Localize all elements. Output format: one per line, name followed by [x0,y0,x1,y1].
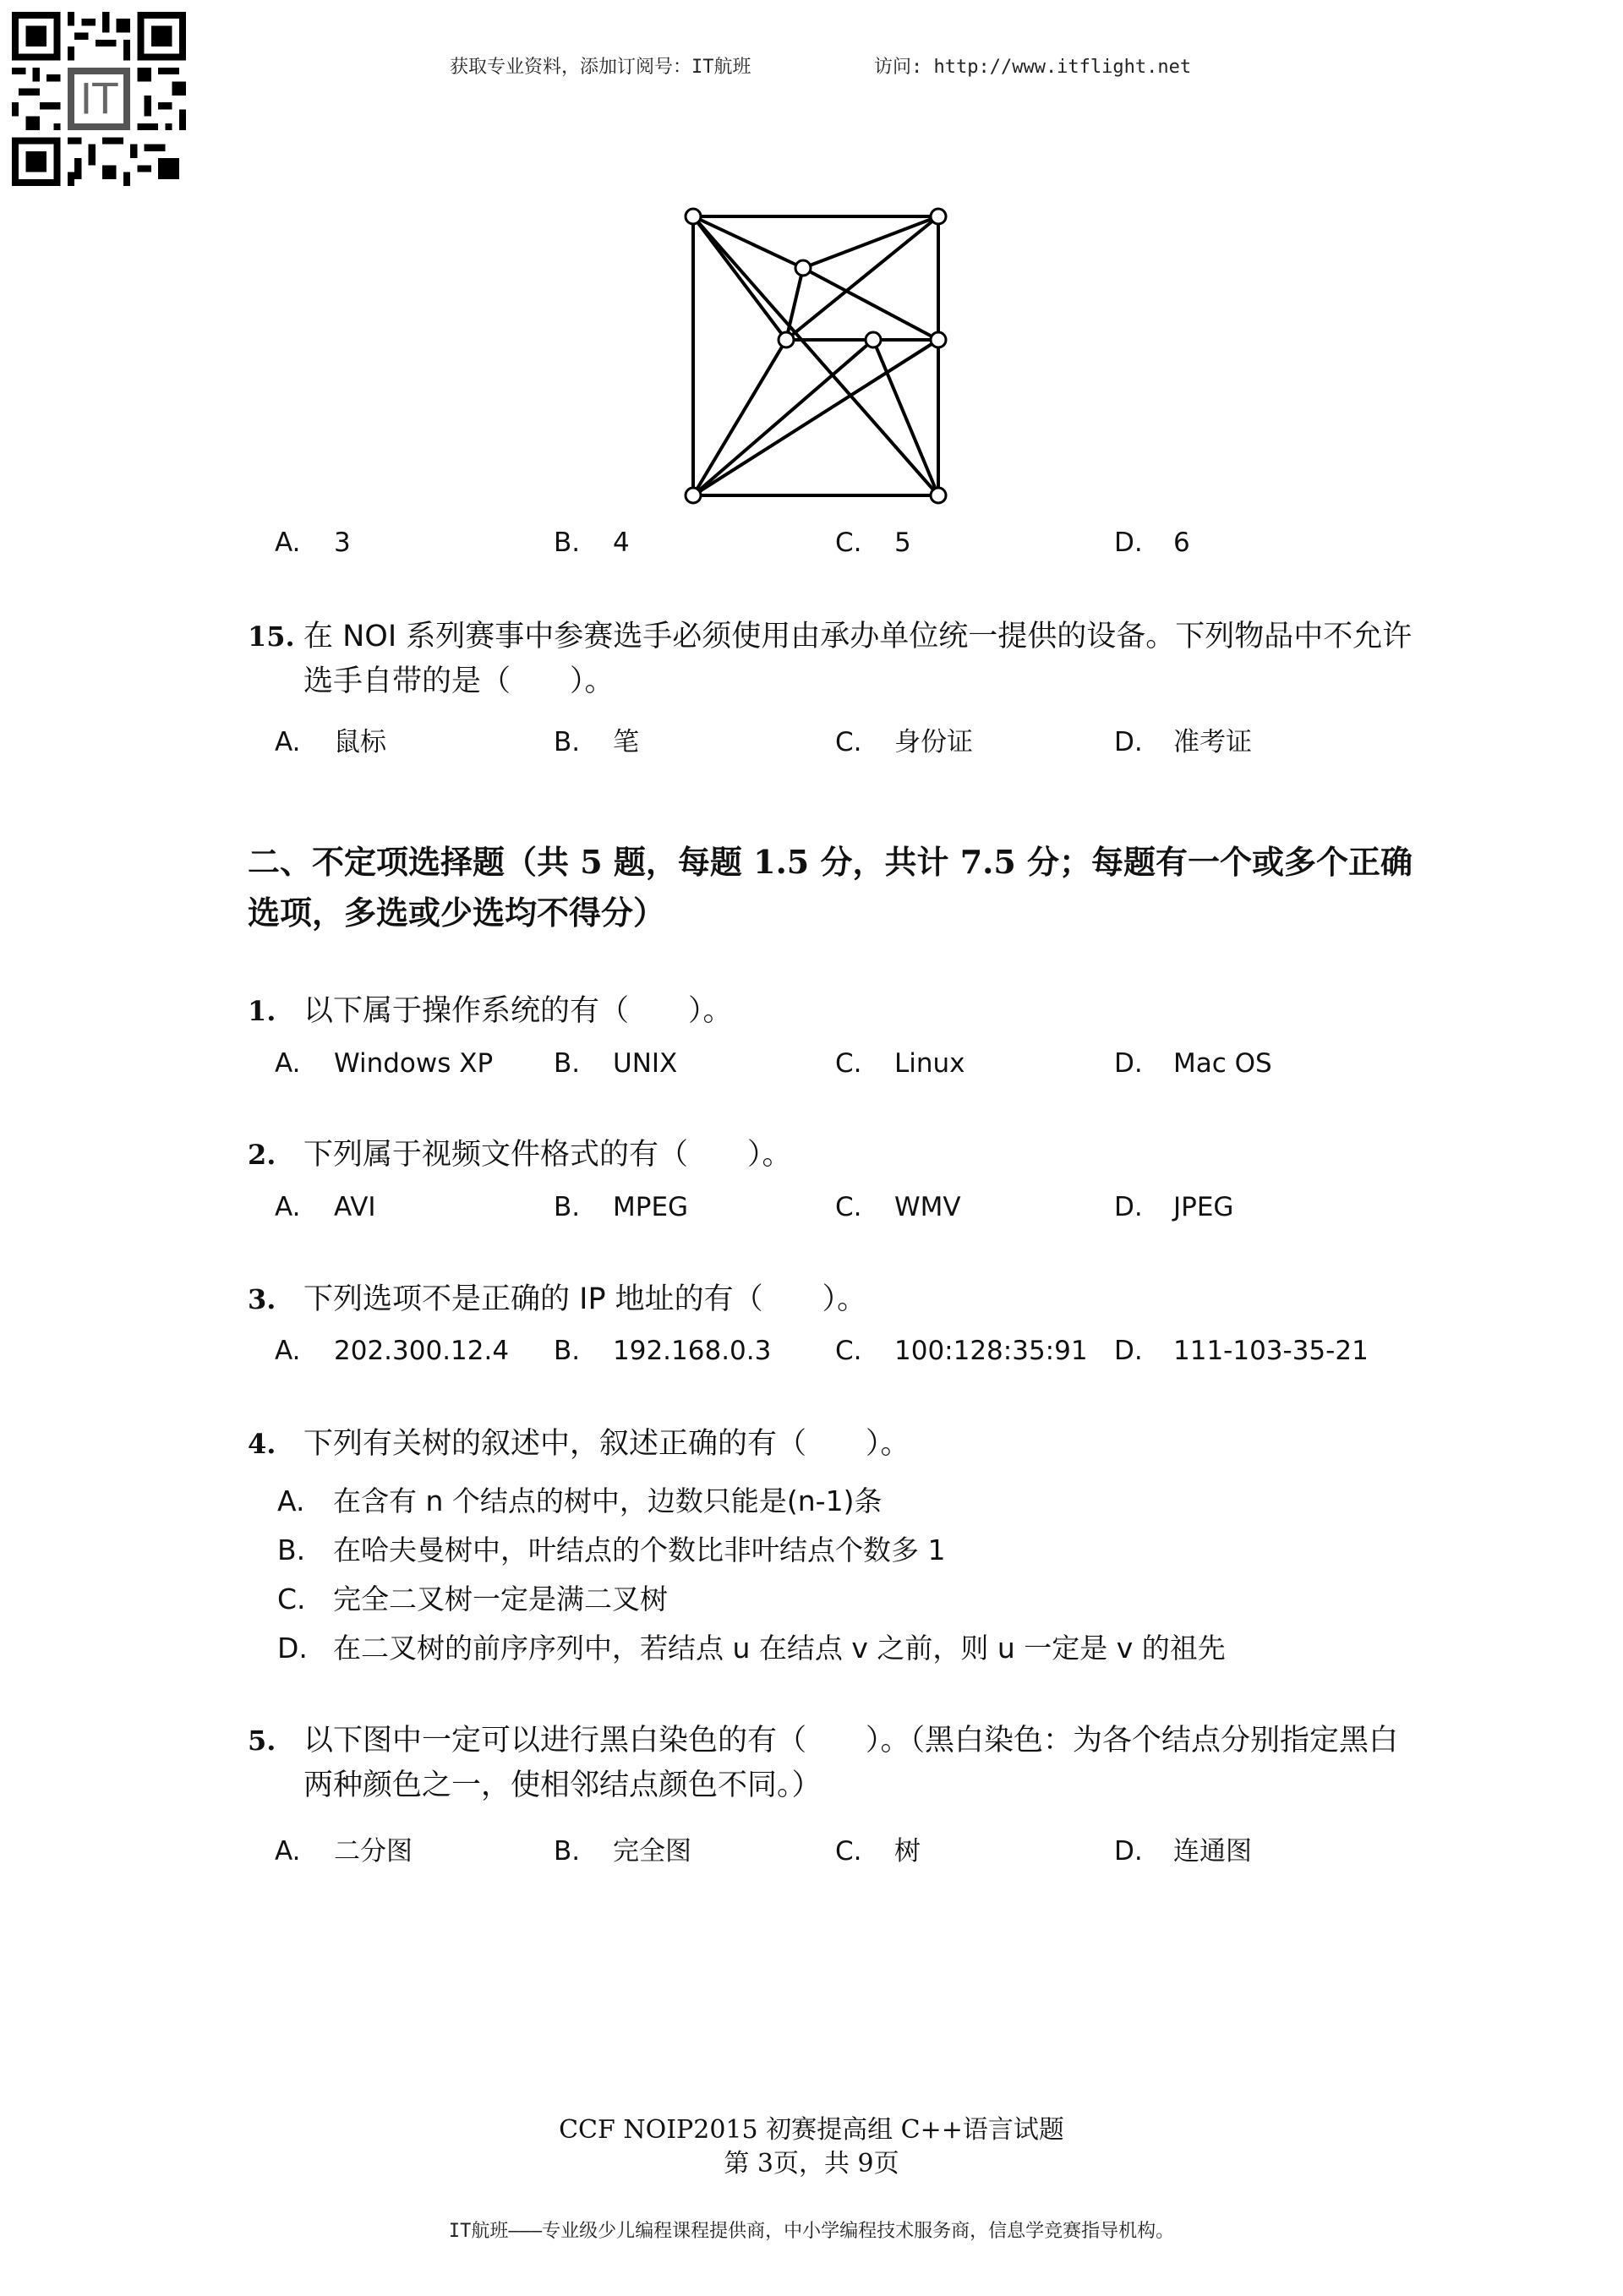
graph-node [795,260,811,276]
option-c: C. WMV [835,1192,961,1222]
question-5: 5. 以下图中一定可以进行黑白染色的有（ ）。（黑白染色：为各个结点分别指定黑白两种颜色之一，使相邻结点颜色不同。） [248,1724,1399,1802]
option-a: A. 鼠标 [275,727,386,757]
header-visit-text: 访问: http://www.itflight.net [874,57,1192,78]
option-b: B. 4 [554,528,630,558]
graph-node [931,209,946,224]
q4-option-d: D. 在二叉树的前序序列中，若结点 u 在结点 v 之前，则 u 一定是 v 的祖先 [277,1632,1226,1665]
option-d: D. Mac OS [1114,1048,1272,1079]
graph-node [931,332,946,347]
q14-options [275,528,1458,570]
option-d: D. 准考证 [1114,727,1252,757]
option-a: A. AVI [275,1192,376,1222]
option-a: A. Windows XP [275,1048,494,1079]
question-1: 1. 以下属于操作系统的有（ ）。 [248,994,733,1028]
option-a: A. 3 [275,528,351,558]
option-c: C. 树 [835,1836,921,1867]
option-d: D. 111-103-35-21 [1114,1336,1369,1366]
option-c: C. 5 [835,528,911,558]
option-d: D. JPEG [1114,1192,1234,1222]
graph-node [686,209,701,224]
q4-option-a: A. 在含有 n 个结点的树中，边数只能是(n-1)条 [277,1484,883,1517]
qr-code [12,12,186,186]
option-a: A. 202.300.12.4 [275,1336,510,1366]
question-2: 2. 下列属于视频文件格式的有（ ）。 [248,1138,792,1172]
question-4: 4. 下列有关树的叙述中，叙述正确的有（ ）。 [248,1427,910,1461]
option-b: B. MPEG [554,1192,689,1222]
graph-node [931,488,946,503]
option-b: B. 完全图 [554,1836,691,1867]
option-b: B. 192.168.0.3 [554,1336,772,1366]
option-a: A. 二分图 [275,1836,413,1867]
q4-option-c: C. 完全二叉树一定是满二叉树 [277,1583,668,1615]
q15-options [275,720,1458,763]
option-c: C. 100:128:35:91 [835,1336,1088,1366]
footer-page-number: 第 3页，共 9页 [724,2149,899,2178]
q3-options [275,1336,1458,1378]
bottom-banner-text: IT航班———专业级少儿编程课程提供商，中小学编程技术服务商，信息学竞赛指导机构。 [448,2221,1175,2242]
graph-figure [676,200,955,512]
graph-node [866,332,881,347]
q5-options [275,1829,1458,1872]
q2-options [275,1192,1458,1234]
option-d: D. 6 [1114,528,1190,558]
q4-option-b: B. 在哈夫曼树中，叶结点的个数比非叶结点个数多 1 [277,1533,946,1566]
footer-title: CCF NOIP2015 初赛提高组 C++语言试题 [559,2115,1064,2145]
qr-logo: IT [79,74,118,124]
option-b: B. UNIX [554,1048,678,1079]
graph-node [686,488,701,503]
graph-node [779,332,794,347]
question-3: 3. 下列选项不是正确的 IP 地址的有（ ）。 [248,1282,867,1316]
option-c: C. Linux [835,1048,965,1079]
option-c: C. 身份证 [835,727,973,757]
option-d: D. 连通图 [1114,1836,1252,1867]
header-subscribe-text: 获取专业资料，添加订阅号：IT航班 [450,57,751,78]
question-15: 15. 在 NOI 系列赛事中参赛选手必须使用由承办单位统一提供的设备。下列物品中不允许选手自带的是（ ）。 [248,620,1413,698]
q1-options [275,1048,1458,1091]
option-b: B. 笔 [554,727,639,757]
section-2-heading: 二、不定项选择题（共 5 题，每题 1.5 分，共计 7.5 分；每题有一个或多个正确选项，多选或少选均不得分） [248,843,1413,932]
